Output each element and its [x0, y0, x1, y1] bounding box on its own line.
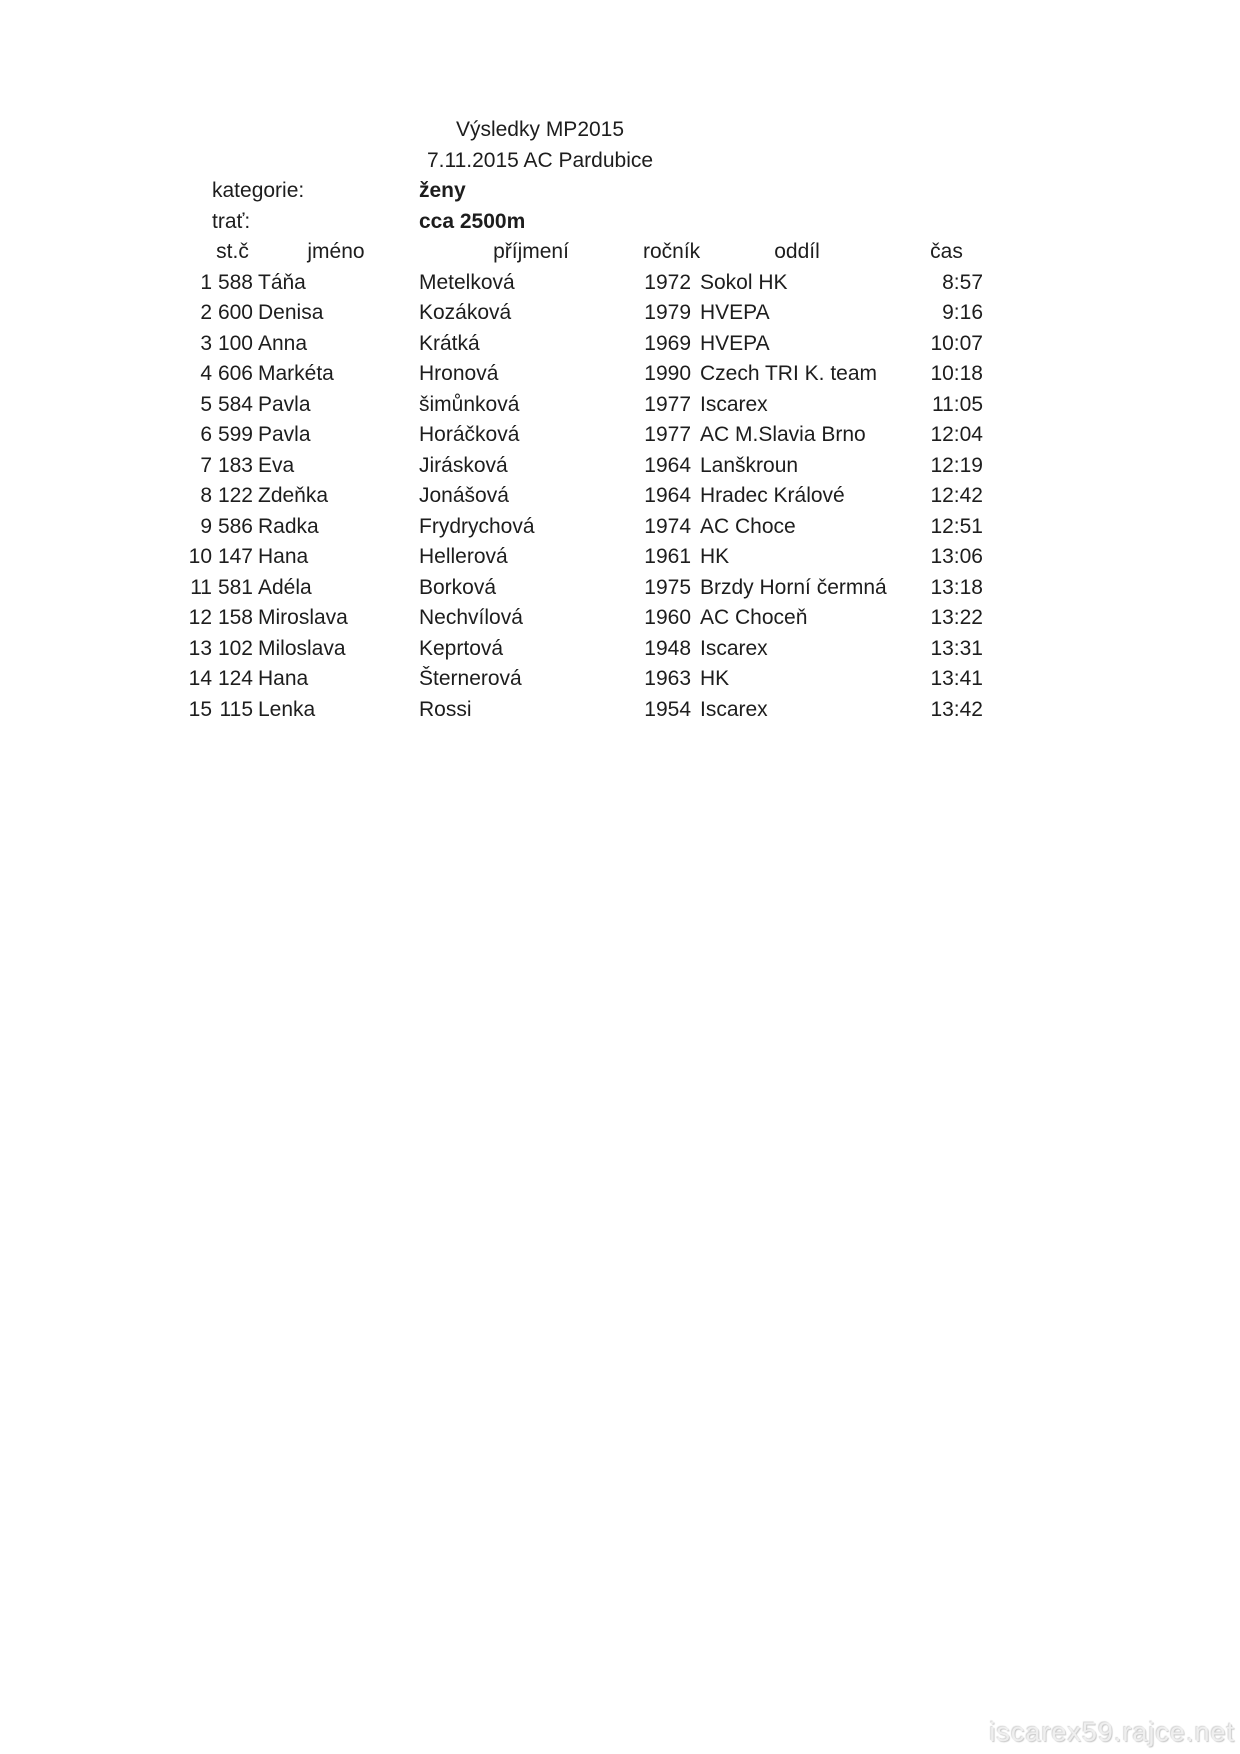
kategorie-row — [150, 176, 990, 207]
cell-time: 12:51 — [930, 514, 983, 538]
cell-club: AC Choce — [700, 514, 796, 538]
table-row — [150, 298, 990, 329]
cell-surname: Hronová — [419, 362, 499, 385]
cell-club: Iscarex — [700, 392, 768, 416]
cell-year: 1963 — [644, 667, 691, 690]
cell-firstname: Eva — [258, 453, 295, 477]
cell-time: 13:31 — [930, 636, 983, 660]
table-row — [150, 390, 990, 421]
cell-bib: 158 — [217, 606, 253, 629]
table-row — [150, 420, 990, 451]
cell-time: 12:19 — [930, 453, 983, 477]
cell-year: 1961 — [644, 545, 691, 568]
table-row — [150, 603, 990, 634]
cell-year: 1972 — [644, 270, 691, 294]
trat-value: cca 2500m — [419, 209, 526, 233]
cell-year: 1954 — [644, 697, 691, 721]
cell-rank: 8 — [200, 484, 212, 507]
header-rank — [150, 237, 212, 268]
cell-club: Lanškroun — [700, 453, 799, 477]
cell-bib: 124 — [217, 667, 253, 690]
cell-club: HVEPA — [700, 301, 770, 324]
cell-firstname: Lenka — [258, 697, 316, 721]
cell-year: 1964 — [644, 453, 691, 477]
kategorie-label: kategorie: — [212, 179, 305, 202]
cell-year: 1960 — [644, 606, 691, 629]
results-table — [150, 237, 990, 725]
cell-surname: Nechvílová — [419, 606, 523, 629]
cell-bib: 581 — [217, 575, 253, 599]
table-row — [150, 329, 990, 360]
table-row — [150, 451, 990, 482]
cell-firstname: Miloslava — [258, 636, 346, 660]
cell-bib: 599 — [217, 423, 253, 446]
cell-rank: 13 — [188, 636, 212, 660]
cell-bib: 183 — [217, 453, 253, 477]
cell-time: 10:18 — [930, 362, 983, 385]
table-body — [150, 268, 990, 726]
table-row — [150, 512, 990, 543]
trat-label: trať: — [212, 209, 251, 233]
cell-rank: 15 — [188, 697, 212, 721]
cell-year: 1969 — [644, 331, 691, 355]
cell-surname: Jonášová — [419, 484, 509, 507]
cell-surname: Rossi — [419, 697, 472, 721]
cell-rank: 3 — [200, 331, 212, 355]
cell-rank: 2 — [200, 301, 212, 324]
page-title: Výsledky MP2015 — [455, 118, 625, 141]
page-subtitle: 7.11.2015 AC Pardubice — [426, 148, 654, 172]
cell-firstname: Pavla — [258, 392, 311, 416]
cell-club: Brzdy Horní čermná — [700, 575, 887, 599]
header-year: ročník — [643, 240, 701, 263]
cell-year: 1964 — [644, 484, 691, 507]
cell-bib: 102 — [217, 636, 253, 660]
cell-year: 1979 — [644, 301, 691, 324]
cell-surname: Metelková — [419, 270, 515, 294]
table-row — [150, 634, 990, 665]
cell-club: HK — [700, 545, 730, 568]
cell-club: Sokol HK — [700, 270, 788, 294]
cell-surname: Hellerová — [419, 545, 508, 568]
cell-bib: 100 — [217, 331, 253, 355]
cell-year: 1990 — [644, 362, 691, 385]
cell-year: 1977 — [644, 423, 691, 446]
header-firstname: jméno — [307, 240, 365, 263]
cell-firstname: Adéla — [258, 575, 312, 599]
cell-bib: 584 — [217, 392, 253, 416]
cell-club: Iscarex — [700, 636, 768, 660]
cell-rank: 4 — [200, 362, 212, 385]
cell-year: 1948 — [644, 636, 691, 660]
cell-rank: 11 — [190, 575, 212, 599]
watermark: iscarex59.rajce.net — [989, 1717, 1235, 1747]
cell-rank: 12 — [188, 606, 212, 629]
cell-time: 13:41 — [930, 667, 983, 690]
cell-firstname: Denisa — [258, 301, 324, 324]
table-row — [150, 573, 990, 604]
cell-club: Czech TRI K. team — [700, 362, 878, 385]
cell-firstname: Táňa — [258, 270, 306, 294]
cell-bib: 115 — [219, 697, 253, 721]
cell-surname: Frydrychová — [419, 514, 535, 538]
header-bib: st.č — [216, 240, 249, 263]
cell-time: 11:05 — [932, 392, 983, 416]
cell-rank: 14 — [188, 667, 212, 690]
cell-time: 12:42 — [930, 484, 983, 507]
cell-rank: 5 — [200, 392, 212, 416]
cell-club: AC Choceň — [700, 606, 808, 629]
cell-surname: Horáčková — [419, 423, 520, 446]
cell-bib: 588 — [217, 270, 253, 294]
cell-time: 13:18 — [930, 575, 983, 599]
header-club: oddíl — [774, 240, 820, 263]
cell-rank: 9 — [200, 514, 212, 538]
cell-rank: 10 — [188, 545, 212, 568]
cell-firstname: Miroslava — [258, 606, 348, 629]
cell-year: 1975 — [644, 575, 691, 599]
cell-surname: Krátká — [419, 331, 480, 355]
cell-firstname: Markéta — [258, 362, 334, 385]
cell-firstname: Hana — [258, 667, 309, 690]
table-row — [150, 268, 990, 299]
cell-time: 8:57 — [942, 270, 983, 294]
cell-club: HK — [700, 667, 730, 690]
cell-club: Hradec Králové — [700, 484, 845, 507]
cell-bib: 586 — [217, 514, 253, 538]
cell-time: 9:16 — [942, 301, 983, 324]
cell-surname: Keprtová — [419, 636, 504, 660]
table-row — [150, 542, 990, 573]
table-row — [150, 695, 990, 726]
cell-bib: 606 — [217, 362, 253, 385]
header-surname: příjmení — [493, 240, 569, 263]
cell-time: 13:42 — [930, 697, 983, 721]
cell-bib: 600 — [217, 301, 253, 324]
cell-year: 1974 — [644, 514, 691, 538]
cell-surname: Šternerová — [419, 667, 522, 690]
cell-time: 10:07 — [930, 331, 983, 355]
table-row — [150, 664, 990, 695]
cell-time: 13:06 — [930, 545, 983, 568]
cell-surname: Borková — [419, 575, 497, 599]
cell-firstname: Anna — [258, 331, 308, 355]
cell-time: 13:22 — [930, 606, 983, 629]
cell-club: HVEPA — [700, 331, 770, 355]
cell-rank: 7 — [200, 453, 212, 477]
trat-row — [150, 207, 990, 238]
cell-firstname: Pavla — [258, 423, 311, 446]
table-row — [150, 359, 990, 390]
cell-bib: 147 — [217, 545, 253, 568]
header-time: čas — [930, 240, 963, 263]
cell-club: Iscarex — [700, 697, 768, 721]
results-sheet — [150, 115, 990, 725]
cell-club: AC M.Slavia Brno — [700, 423, 866, 446]
cell-surname: Kozáková — [419, 301, 512, 324]
cell-year: 1977 — [644, 392, 691, 416]
table-header-row — [150, 237, 990, 268]
cell-bib: 122 — [217, 484, 253, 507]
kategorie-value: ženy — [419, 179, 466, 202]
cell-rank: 6 — [200, 423, 212, 446]
table-row — [150, 481, 990, 512]
cell-firstname: Radka — [258, 514, 319, 538]
cell-rank: 1 — [200, 270, 212, 294]
cell-time: 12:04 — [930, 423, 983, 446]
cell-firstname: Zdeňka — [258, 484, 329, 507]
cell-firstname: Hana — [258, 545, 309, 568]
cell-surname: šimůnková — [419, 392, 520, 416]
cell-surname: Jirásková — [419, 453, 508, 477]
